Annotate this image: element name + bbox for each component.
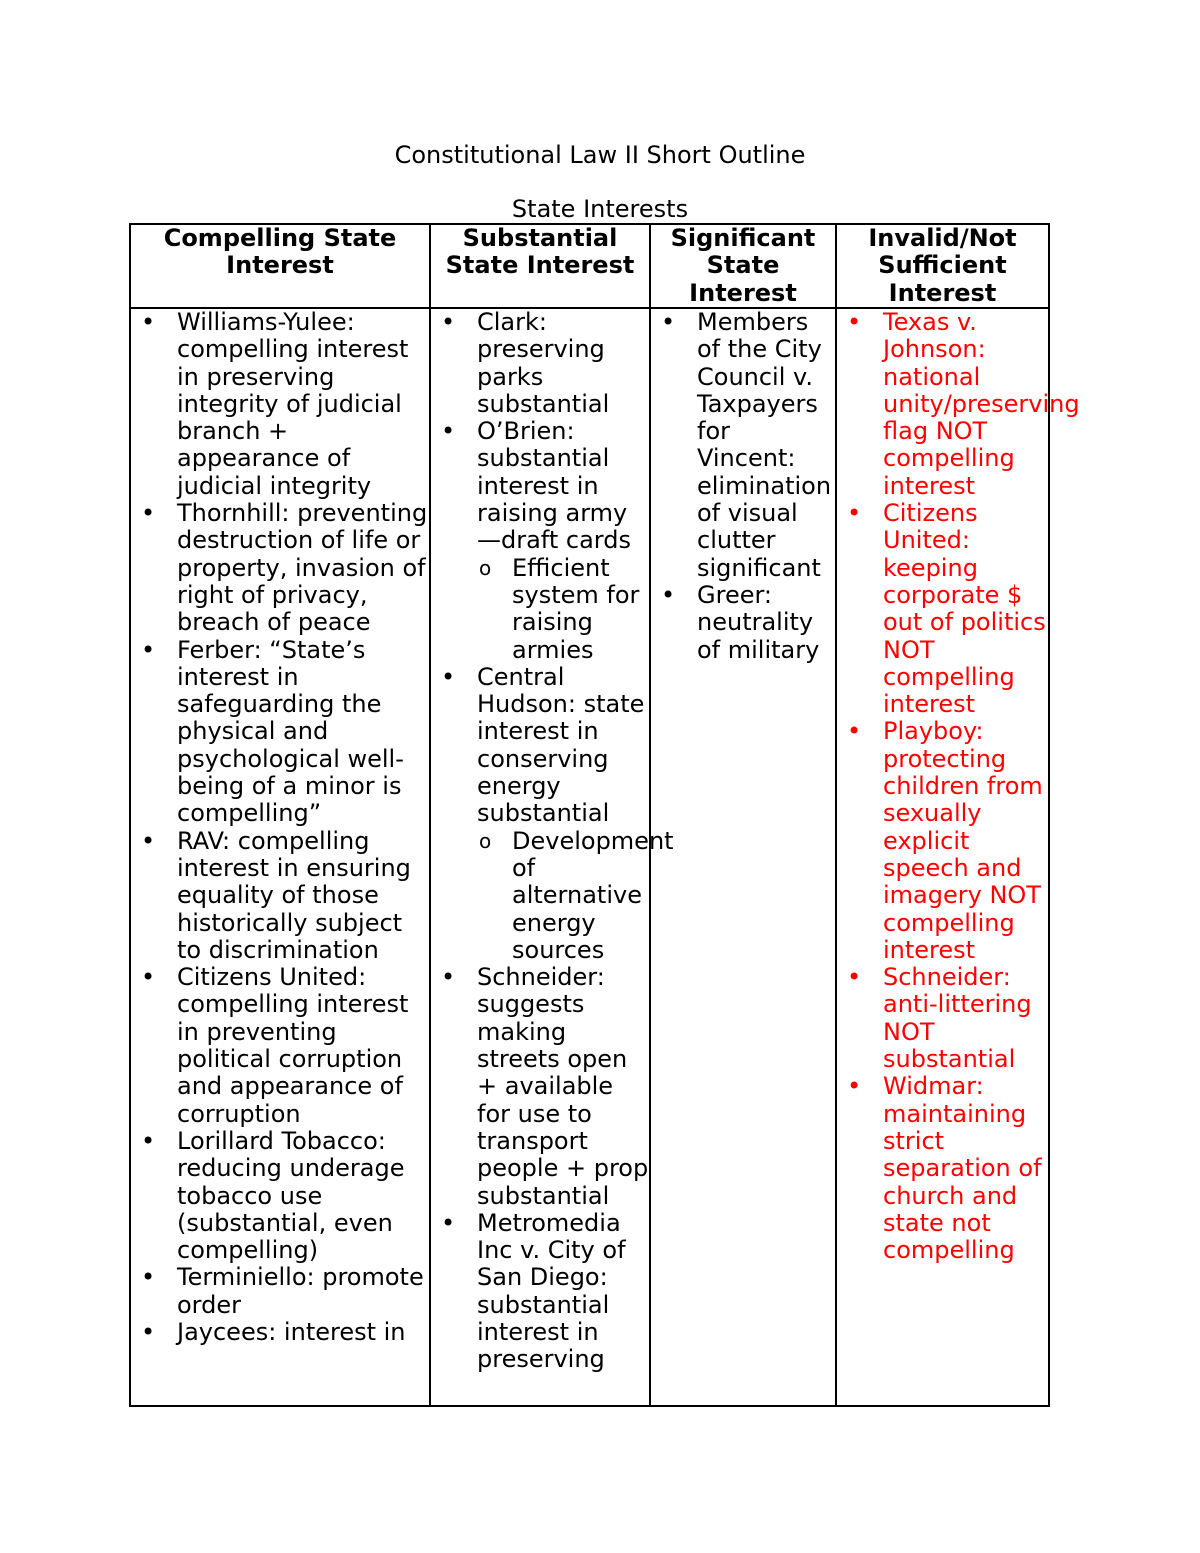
list-item xyxy=(131,309,429,500)
column-substantial xyxy=(430,308,674,1406)
list-item-text: Williams-Yulee: compelling interest in preserving integrity of judicial branch + appearance of judicial integrity xyxy=(177,308,409,500)
list-item xyxy=(431,662,674,964)
list-item xyxy=(131,1128,429,1264)
list-item-text: Citizens United: keeping corporate $ out of politics NOT compelling interest xyxy=(883,499,1046,719)
list-item-text: Texas v. Johnson: national unity/preserving flag NOT compelling interest xyxy=(883,308,1080,500)
significant-list xyxy=(651,309,835,664)
list-item xyxy=(131,964,429,1128)
list-item xyxy=(651,582,835,664)
column-compelling xyxy=(130,308,430,1406)
list-item-text: Jaycees: interest in xyxy=(177,1317,406,1346)
state-interests-table xyxy=(129,223,1080,1407)
list-item-text: Members of the City Council v. Taxpayers for Vincent: elimination of visual clutter significant xyxy=(697,308,832,582)
list-item-text: Playboy: protecting children from sexually explicit speech and imagery NOT compelling interest xyxy=(883,717,1043,964)
compelling-list xyxy=(131,309,429,1346)
section-heading: State Interests xyxy=(511,195,689,223)
list-item-text: Widmar: maintaining strict separation of church and state not compelling xyxy=(883,1072,1042,1265)
list-item xyxy=(837,718,1048,964)
header-compelling: Compelling State Interest xyxy=(130,224,430,308)
column-invalid xyxy=(836,308,1080,1406)
document-title: Constitutional Law II Short Outline xyxy=(394,141,806,169)
sub-list xyxy=(477,826,674,964)
list-item xyxy=(837,308,1080,500)
list-item-text: Ferber: “State’s interest in safeguarding the physical and psychological well-being of a minor is compelling” xyxy=(177,635,404,828)
invalid-list xyxy=(837,308,1080,1265)
list-item xyxy=(837,964,1048,1073)
table-body-row xyxy=(130,308,1049,1406)
list-item xyxy=(131,637,429,828)
list-item-text: Greer: neutrality of military xyxy=(697,580,820,664)
list-item xyxy=(131,828,429,964)
list-item-text: Citizens United: compelling interest in preventing political corruption and appearance of corruption xyxy=(177,963,409,1128)
list-item xyxy=(837,1073,1048,1264)
list-item xyxy=(131,1319,429,1346)
list-item xyxy=(431,309,649,418)
list-item xyxy=(431,418,649,664)
sub-list-item: o Efficient system for raising armies xyxy=(477,555,649,664)
list-item-text: Central Hudson: state interest in conserving energy substantial xyxy=(477,662,645,828)
list-item-text: RAV: compelling interest in ensuring equality of those historically subject to discrimination xyxy=(177,826,411,964)
list-item-text: Schneider: anti-littering NOT substantial xyxy=(883,963,1032,1074)
column-significant xyxy=(650,308,836,1406)
list-item-text: Lorillard Tobacco: reducing underage tobacco use (substantial, even compelling) xyxy=(177,1126,405,1265)
header-significant: Significant State Interest xyxy=(650,224,836,308)
sub-list-item: o Development of alternative energy sources xyxy=(477,828,649,964)
list-item-text: Metromedia Inc v. City of San Diego: substantial interest in preserving xyxy=(477,1208,626,1374)
list-item xyxy=(431,964,649,1210)
list-item-text: Clark: preserving parks substantial xyxy=(477,308,610,418)
substantial-list xyxy=(431,308,674,1374)
list-item xyxy=(131,500,429,636)
list-item-text: Thornhill: preventing destruction of life or property, invasion of right of privacy, breach of peace xyxy=(177,499,428,637)
list-item-text: Terminiello: promote order xyxy=(177,1263,424,1319)
header-substantial: Substantial State Interest xyxy=(430,224,650,308)
list-item xyxy=(431,1210,649,1374)
header-invalid: Invalid/Not Sufficient Interest xyxy=(836,224,1049,308)
list-item-text: Schneider: suggests making streets open + available for use to transport people + prop substantial xyxy=(477,963,649,1210)
list-item xyxy=(651,309,835,582)
list-item xyxy=(837,500,1048,718)
sub-list xyxy=(477,555,649,664)
list-item-text: O’Brien: substantial interest in raising army—draft cards xyxy=(477,417,631,555)
table-header-row xyxy=(130,224,1049,308)
list-item xyxy=(131,1264,429,1319)
